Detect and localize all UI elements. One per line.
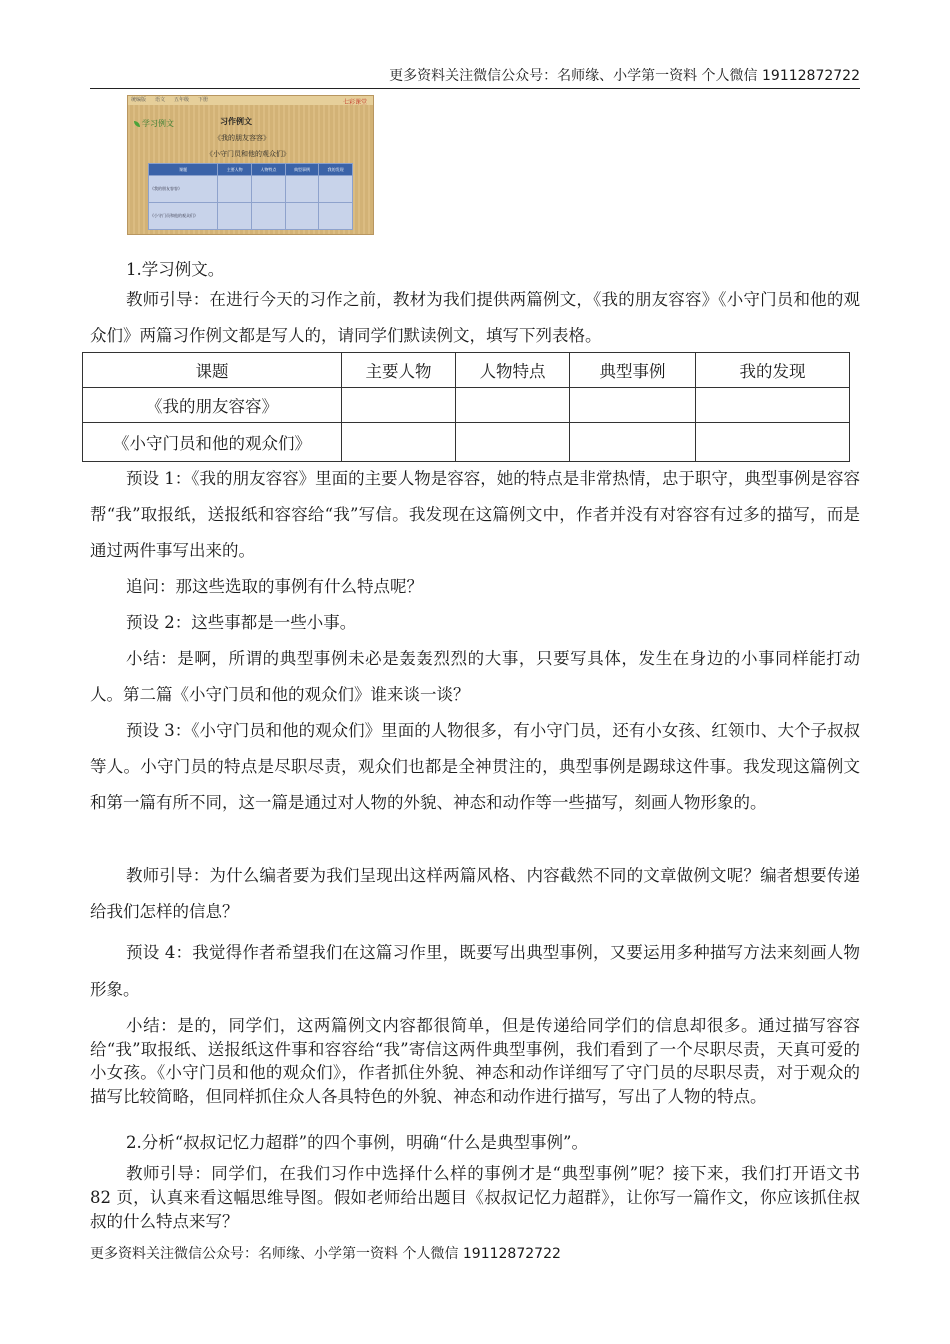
paragraph-8: 教师引导：为什么编者要为我们呈现出这样两篇风格、内容截然不同的文章做例文呢？编者想要传递给我们怎样的信息？ [90,866,860,921]
page-header: 更多资料关注微信公众号：名师缘、小学第一资料 个人微信 19112872722 [90,66,860,89]
paragraph-6: 小结：是啊，所谓的典型事例未必是轰轰烈烈的大事，只要写具体，发生在身边的小事同样能打动人。第二篇《小守门员和他的观众们》谁来谈一谈？ [90,649,860,704]
slide-table: 课题 主要人物 人物特点 典型事例 我的发现 《我的朋友容容》 《小守门员和他的观众们》 [148,163,353,230]
paragraph-1: 1.学习例文。 [126,260,225,279]
slide-essay-1: 《我的朋友容容》 [214,134,270,142]
table-row: 《我的朋友容容》 [83,388,850,423]
slide-thumbnail [127,95,374,235]
paragraph-9: 预设 4：我觉得作者希望我们在这篇习作里，既要写出典型事例，又要运用多种描写方法来刻画人物形象。 [90,943,860,999]
table-row: 《小守门员和他的观众们》 [83,423,850,462]
table-header-row: 课题 主要人物 人物特点 典型事例 我的发现 [83,353,850,388]
slide-title: 习作例文 [220,117,252,126]
paragraph-5: 预设 2：这些事都是一些小事。 [126,613,357,632]
paragraph-4: 追问：那这些选取的事例有什么特点呢？ [126,577,423,596]
slide-logo: 七彩课堂 [342,99,367,106]
paragraph-11: 2.分析“叔叔记忆力超群”的四个事例，明确“什么是典型事例”。 [126,1133,588,1152]
paragraph-10: 小结：是的，同学们，这两篇例文内容都很简单，但是传递给同学们的信息却很多。通过描写容容给“我”取报纸、送报纸这件事和容容给“我”寄信这两件典型事例，我们看到了一个尽职尽责，天真可爱的小女孩。《小守门员和他的观众们》，作者抓住外貌、神态和动作详细写了守门员的尽职尽责，对于观众的描写比较简略，但同样抓住众人各具特色的外貌、神态和动作进行描写，写出了人物的特点。 [90,1016,860,1106]
paragraph-2: 教师引导：在进行今天的习作之前，教材为我们提供两篇例文，《我的朋友容容》《小守门员和他的观众们》两篇习作例文都是写人的，请同学们默读例文，填写下列表格。 [90,290,860,345]
paragraph-12: 教师引导：同学们，在我们习作中选择什么样的事例才是“典型事例”呢？接下来，我们打开语文书 82 页，认真来看这幅思维导图。假如老师给出题目《叔叔记忆力超群》，让你写一篇作文，你应该抓住叔叔的什么特点来写？ [90,1164,860,1231]
slide-section-label: 学习例文 [134,118,174,129]
page-footer: 更多资料关注微信公众号：名师缘、小学第一资料 个人微信 19112872722 [90,1246,561,1262]
paragraph-7: 预设 3：《小守门员和他的观众们》里面的人物很多，有小守门员，还有小女孩、红领巾、大个子叔叔等人。小守门员的特点是尽职尽责，观众们也都是全神贯注的，典型事例是踢球这件事。我发现这篇例文和第一篇有所不同，这一篇是通过对人物的外貌、神态和动作等一些描写，刻画人物形象的。 [90,721,860,812]
comparison-table [82,352,850,462]
leaf-icon [134,121,140,127]
slide-topbar: 统编版 语文 五年级 下册 [128,96,373,105]
paragraph-3: 预设 1：《我的朋友容容》里面的主要人物是容容，她的特点是非常热情，忠于职守，典型事例是容容帮“我”取报纸，送报纸和容容给“我”写信。我发现在这篇例文中，作者并没有对容容有过多的描写，而是通过两件事写出来的。 [90,469,860,560]
slide-essay-2: 《小守门员和他的观众们》 [206,150,290,158]
